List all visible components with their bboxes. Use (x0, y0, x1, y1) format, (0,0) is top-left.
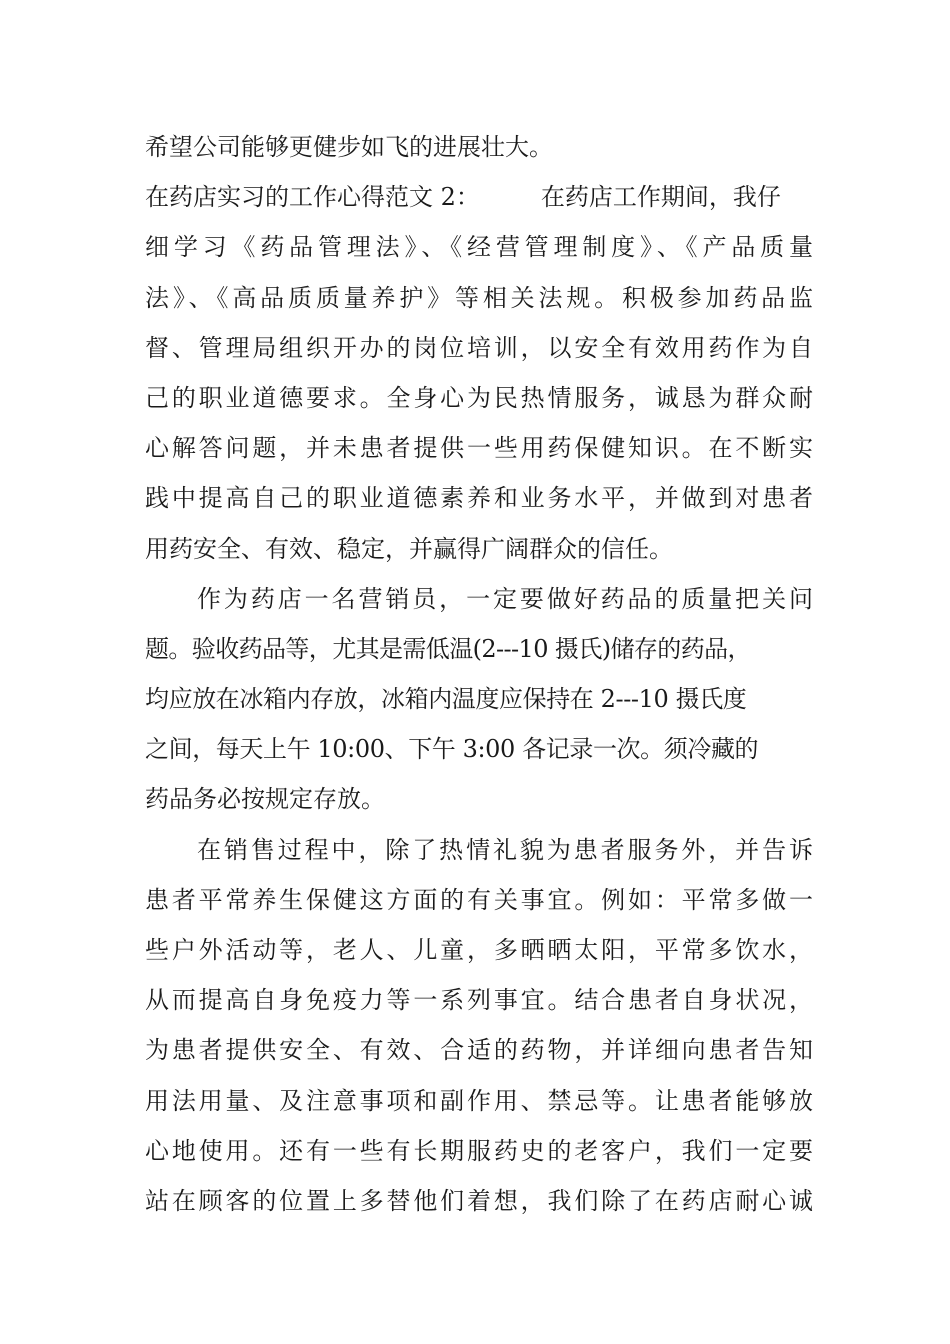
text-line: 细学习《药品管理法》、《经营管理制度》、《产品质量 (145, 233, 813, 262)
text-line: 患者平常养生保健这方面的有关事宜。例如：平常多做一 (145, 885, 813, 914)
text-line: 希望公司能够更健步如飞的进展壮大。 (145, 133, 553, 161)
text-line: 在药店实习的工作心得范文 2： 在药店工作期间，我仔 (145, 183, 781, 212)
text-line: 之间，每天上午 10:00、下午 3:00 各记录一次。须冷藏的 (145, 735, 759, 764)
text-line: 督、管理局组织开办的岗位培训，以安全有效用药作为自 (145, 333, 813, 362)
text-line: 均应放在冰箱内存放，冰箱内温度应保持在 2---10 摄氏度 (145, 685, 747, 714)
text-line: 心地使用。还有一些有长期服药史的老客户，我们一定要 (145, 1136, 813, 1165)
text-line: 法》、《高品质质量养护》等相关法规。积极参加药品监 (145, 283, 813, 312)
document-body (145, 122, 813, 1226)
text-line: 站在顾客的位置上多替他们着想，我们除了在药店耐心诚 (145, 1186, 813, 1215)
text-line: 己的职业道德要求。全身心为民热情服务，诚恳为群众耐 (145, 383, 813, 412)
text-line: 用药安全、有效、稳定，并赢得广阔群众的信任。 (145, 534, 673, 563)
paragraph-first-line: 作为药店一名营销员，一定要做好药品的质量把关问 (197, 584, 813, 613)
text-line: 题。验收药品等，尤其是需低温(2---10 摄氏)储存的药品， (145, 634, 751, 663)
text-line: 践中提高自己的职业道德素养和业务水平，并做到对患者 (145, 484, 813, 513)
paragraph-first-line: 在销售过程中，除了热情礼貌为患者服务外，并告诉 (197, 835, 813, 864)
text-line: 心解答问题，并未患者提供一些用药保健知识。在不断实 (145, 434, 813, 463)
text-line: 用法用量、及注意事项和副作用、禁忌等。让患者能够放 (145, 1086, 813, 1115)
text-line: 些户外活动等，老人、儿童，多晒晒太阳，平常多饮水， (145, 936, 813, 964)
text-line: 为患者提供安全、有效、合适的药物，并详细向患者告知 (145, 1036, 813, 1065)
text-line: 从而提高自身免疫力等一系列事宜。结合患者自身状况， (145, 986, 813, 1015)
text-line: 药品务必按规定存放。 (145, 785, 385, 814)
